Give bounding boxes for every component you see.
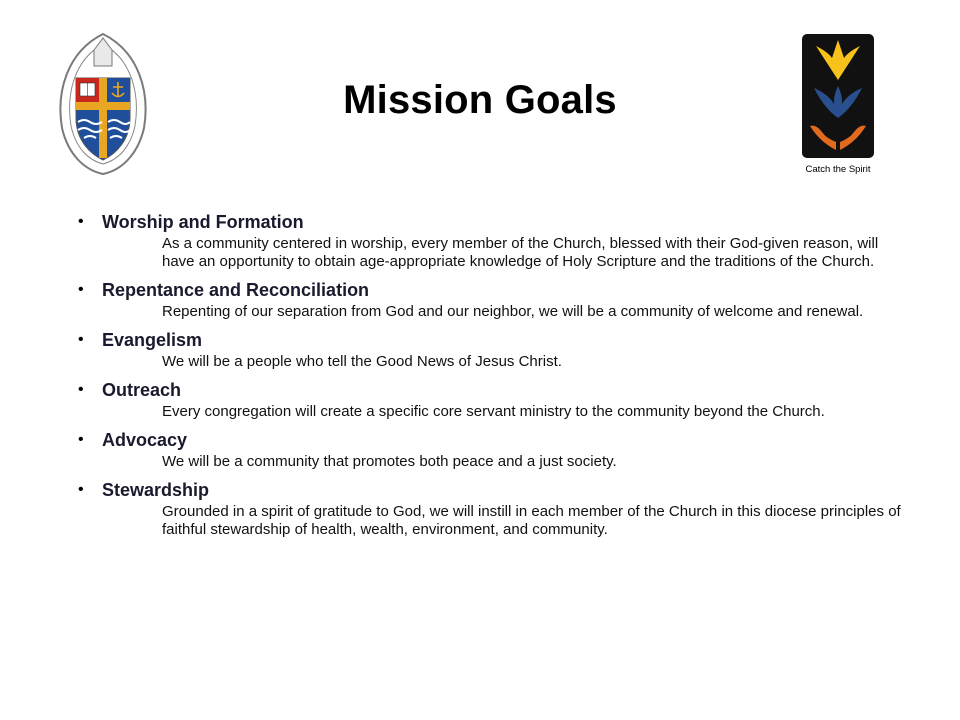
- goal-item: [78, 278, 918, 321]
- slide-title: Mission Goals: [343, 78, 617, 122]
- goal-item: [78, 210, 918, 271]
- goal-heading: Stewardship: [102, 480, 210, 500]
- goal-item: [78, 478, 918, 539]
- goal-heading: Worship and Formation: [102, 212, 304, 232]
- bullet-icon: •: [78, 213, 84, 230]
- goal-heading: Repentance and Reconciliation: [102, 280, 370, 300]
- bullet-icon: •: [78, 431, 84, 448]
- goal-description: Grounded in a spirit of gratitude to God, we will instill in each member of the Church in this diocese principles of faithful stewardship of health, wealth, environment, and community.: [162, 503, 901, 538]
- goal-description: Every congregation will create a specific core servant ministry to the community beyond the Church.: [162, 403, 825, 420]
- goal-item: [78, 328, 918, 371]
- goal-description: As a community centered in worship, every member of the Church, blessed with their God-given reason, will have an opportunity to obtain age-appropriate knowledge of Holy Scripture and the traditions of the Church.: [162, 235, 879, 270]
- logo-caption: Catch the Spirit: [805, 164, 871, 175]
- goal-item: [78, 428, 918, 471]
- goal-description: We will be a people who tell the Good News of Jesus Christ.: [162, 353, 562, 370]
- goal-item: [78, 378, 918, 421]
- goal-heading: Outreach: [102, 380, 182, 400]
- goal-heading: Evangelism: [102, 330, 203, 350]
- bullet-icon: •: [78, 481, 84, 498]
- goal-description: Repenting of our separation from God and our neighbor, we will be a community of welcome and renewal.: [162, 303, 864, 320]
- goal-description: We will be a community that promotes both peace and a just society.: [162, 453, 617, 470]
- bullet-icon: •: [78, 331, 84, 348]
- goals-list: [78, 210, 918, 546]
- bullet-icon: •: [78, 381, 84, 398]
- bullet-icon: •: [78, 281, 84, 298]
- goal-heading: Advocacy: [102, 430, 188, 450]
